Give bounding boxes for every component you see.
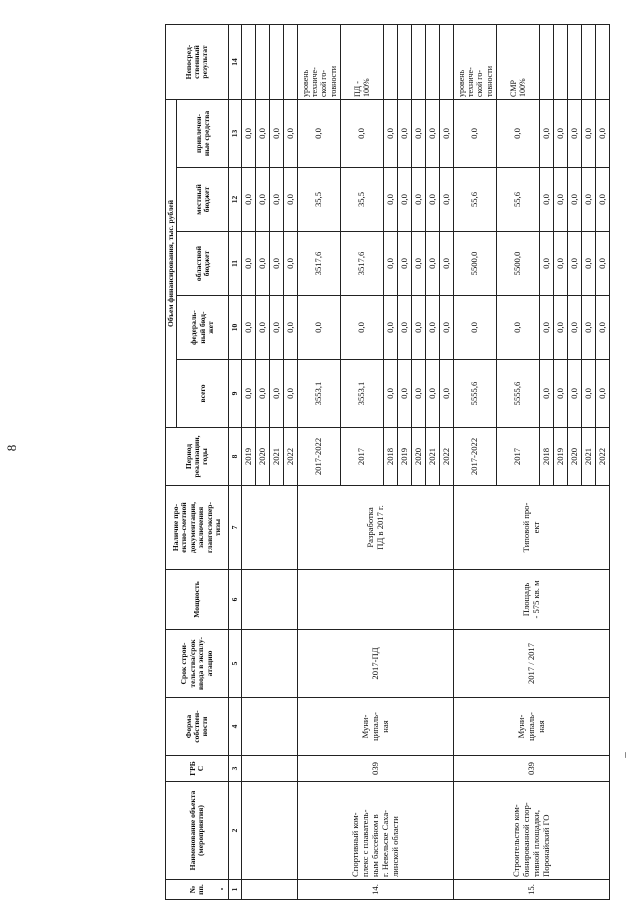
federal-cell: 0,0 <box>341 296 384 360</box>
total-cell: 3553,1 <box>341 360 384 428</box>
result-cell: ПД - 100% <box>341 25 384 100</box>
federal-cell: 0,0 <box>440 296 454 360</box>
header-capacity: Мощность <box>166 570 229 630</box>
local-cell: 0,0 <box>596 168 610 232</box>
object-ownership: Муни- ципаль- ная <box>454 698 610 756</box>
attracted-cell: 0,0 <box>412 100 426 168</box>
empty-cell <box>242 570 298 630</box>
header-regional: областной бюджет <box>177 232 229 296</box>
object-term: 2017 / 2017 <box>454 630 610 698</box>
header-federal: федераль- ный бюд- жет <box>177 296 229 360</box>
col-number: 2 <box>229 782 242 880</box>
result-cell <box>596 25 610 100</box>
regional-cell: 0,0 <box>582 232 596 296</box>
regional-cell: 0,0 <box>568 232 582 296</box>
local-cell: 0,0 <box>256 168 270 232</box>
federal-cell: 0,0 <box>540 296 554 360</box>
empty-cell <box>242 782 298 880</box>
local-cell: 0,0 <box>242 168 256 232</box>
attracted-cell: 0,0 <box>298 100 341 168</box>
total-cell: 0,0 <box>554 360 568 428</box>
header-num: № пп. <box>166 880 229 900</box>
attracted-cell: 0,0 <box>284 100 298 168</box>
scan-mark <box>625 752 626 758</box>
attracted-cell: 0,0 <box>454 100 497 168</box>
federal-cell: 0,0 <box>554 296 568 360</box>
year-cell: 2022 <box>284 428 298 486</box>
regional-cell: 0,0 <box>554 232 568 296</box>
year-cell: 2019 <box>398 428 412 486</box>
attracted-cell: 0,0 <box>554 100 568 168</box>
result-cell <box>440 25 454 100</box>
attracted-cell: 0,0 <box>497 100 540 168</box>
total-cell: 0,0 <box>256 360 270 428</box>
col-number: 13 <box>229 100 242 168</box>
period-cell: 2017-2022 <box>454 428 497 486</box>
col-number: 5 <box>229 630 242 698</box>
local-cell: 0,0 <box>582 168 596 232</box>
result-cell: уровень техниче- ской го- товности <box>298 25 341 100</box>
page-number: 8 <box>4 444 19 452</box>
total-cell: 3553,1 <box>298 360 341 428</box>
result-cell: уровень техниче- ской го- товности <box>454 25 497 100</box>
header-grbs: ГРБ С <box>166 756 229 782</box>
regional-cell: 0,0 <box>384 232 398 296</box>
federal-cell: 0,0 <box>242 296 256 360</box>
attracted-cell: 0,0 <box>242 100 256 168</box>
regional-cell: 0,0 <box>596 232 610 296</box>
empty-cell <box>242 698 298 756</box>
regional-cell: 5500,0 <box>454 232 497 296</box>
total-cell: 0,0 <box>412 360 426 428</box>
federal-cell: 0,0 <box>454 296 497 360</box>
empty-cell <box>242 630 298 698</box>
header-funding-group: Объем финансирования, тыс. рублей <box>166 100 177 428</box>
attracted-cell: 0,0 <box>426 100 440 168</box>
object-capacity <box>298 570 454 630</box>
total-cell: 0,0 <box>440 360 454 428</box>
result-cell <box>242 25 256 100</box>
rotated-table-frame <box>165 25 625 900</box>
federal-cell: 0,0 <box>426 296 440 360</box>
period-cell: 2017-2022 <box>298 428 341 486</box>
empty-cell <box>242 756 298 782</box>
federal-cell: 0,0 <box>256 296 270 360</box>
result-cell <box>270 25 284 100</box>
federal-cell: 0,0 <box>582 296 596 360</box>
regional-cell: 0,0 <box>426 232 440 296</box>
result-cell <box>540 25 554 100</box>
object-num: 14. <box>298 880 454 900</box>
regional-cell: 0,0 <box>284 232 298 296</box>
total-cell: 5555,6 <box>497 360 540 428</box>
object-name: Строительство ком- бинированной спор- тивной площадки, Поронайский ГО <box>454 782 610 880</box>
col-number: 8 <box>229 428 242 486</box>
local-cell: 0,0 <box>440 168 454 232</box>
empty-cell <box>242 880 298 900</box>
column-number-row <box>229 25 242 900</box>
year-cell: 2022 <box>596 428 610 486</box>
local-cell: 0,0 <box>384 168 398 232</box>
local-cell: 35,5 <box>298 168 341 232</box>
local-cell: 55,6 <box>454 168 497 232</box>
col-number: 14 <box>229 25 242 100</box>
local-cell: 0,0 <box>270 168 284 232</box>
total-cell: 0,0 <box>540 360 554 428</box>
regional-cell: 0,0 <box>256 232 270 296</box>
local-cell: 0,0 <box>568 168 582 232</box>
result-cell <box>284 25 298 100</box>
attracted-cell: 0,0 <box>440 100 454 168</box>
attracted-cell: 0,0 <box>398 100 412 168</box>
regional-cell: 0,0 <box>242 232 256 296</box>
financing-table <box>165 24 610 900</box>
year-cell: 2020 <box>256 428 270 486</box>
regional-cell: 0,0 <box>440 232 454 296</box>
year-cell: 2017 <box>341 428 384 486</box>
local-cell: 55,6 <box>497 168 540 232</box>
local-cell: 0,0 <box>540 168 554 232</box>
object-summary-row <box>454 25 497 900</box>
header-attracted: привлечен- ные средства <box>177 100 229 168</box>
year-cell: 2021 <box>270 428 284 486</box>
total-cell: 0,0 <box>284 360 298 428</box>
col-number: 9 <box>229 360 242 428</box>
federal-cell: 0,0 <box>270 296 284 360</box>
attracted-cell: 0,0 <box>596 100 610 168</box>
col-number: 6 <box>229 570 242 630</box>
result-cell <box>412 25 426 100</box>
total-cell: 0,0 <box>568 360 582 428</box>
col-number: 1 <box>229 880 242 900</box>
attracted-cell: 0,0 <box>582 100 596 168</box>
object-capacity: Площадь - 575 кв. м <box>454 570 610 630</box>
col-number: 4 <box>229 698 242 756</box>
year-cell: 2021 <box>426 428 440 486</box>
attracted-cell: 0,0 <box>384 100 398 168</box>
total-cell: 0,0 <box>596 360 610 428</box>
attracted-cell: 0,0 <box>568 100 582 168</box>
year-cell: 2020 <box>412 428 426 486</box>
regional-cell: 0,0 <box>412 232 426 296</box>
object-num: 15. <box>454 880 610 900</box>
header-ownership: Форма собствен- ности <box>166 698 229 756</box>
year-cell: 2019 <box>554 428 568 486</box>
regional-cell: 3517,6 <box>341 232 384 296</box>
regional-cell: 0,0 <box>270 232 284 296</box>
header-result: Непосред- ственный результат <box>166 25 229 100</box>
federal-cell: 0,0 <box>384 296 398 360</box>
col-number: 10 <box>229 296 242 360</box>
attracted-cell: 0,0 <box>256 100 270 168</box>
regional-cell: 0,0 <box>540 232 554 296</box>
col-number: 3 <box>229 756 242 782</box>
result-cell: СМР 100% <box>497 25 540 100</box>
object-ownership: Муни- ципаль- ная <box>298 698 454 756</box>
federal-cell: 0,0 <box>412 296 426 360</box>
local-cell: 0,0 <box>426 168 440 232</box>
federal-cell: 0,0 <box>497 296 540 360</box>
header-docs: Наличие про- ектно-сметной документации, заключения главгосэкспер- тизы <box>166 486 229 570</box>
year-cell: 2018 <box>384 428 398 486</box>
year-cell: 2022 <box>440 428 454 486</box>
total-cell: 0,0 <box>270 360 284 428</box>
federal-cell: 0,0 <box>284 296 298 360</box>
year-cell: 2019 <box>242 428 256 486</box>
local-cell: 35,5 <box>341 168 384 232</box>
header-total: всего <box>177 360 229 428</box>
table-row <box>242 25 256 900</box>
total-cell: 0,0 <box>398 360 412 428</box>
header-period: Период реализации, годы <box>166 428 229 486</box>
local-cell: 0,0 <box>554 168 568 232</box>
regional-cell: 0,0 <box>398 232 412 296</box>
header-local: местный бюджет <box>177 168 229 232</box>
year-cell: 2021 <box>582 428 596 486</box>
attracted-cell: 0,0 <box>540 100 554 168</box>
regional-cell: 5500,0 <box>497 232 540 296</box>
object-name: Спортивный ком- плекс с плаватель- ным бассейном в г. Невельске Саха- линской области <box>298 782 454 880</box>
object-summary-row <box>298 25 341 900</box>
year-cell: 2017 <box>497 428 540 486</box>
col-number: 12 <box>229 168 242 232</box>
year-cell: 2020 <box>568 428 582 486</box>
federal-cell: 0,0 <box>298 296 341 360</box>
year-cell: 2018 <box>540 428 554 486</box>
object-docs: Типовой про- ект <box>454 486 610 570</box>
local-cell: 0,0 <box>398 168 412 232</box>
regional-cell: 3517,6 <box>298 232 341 296</box>
result-cell <box>426 25 440 100</box>
total-cell: 0,0 <box>426 360 440 428</box>
total-cell: 0,0 <box>242 360 256 428</box>
federal-cell: 0,0 <box>596 296 610 360</box>
object-docs: Разработка ПД в 2017 г. <box>298 486 454 570</box>
local-cell: 0,0 <box>412 168 426 232</box>
local-cell: 0,0 <box>284 168 298 232</box>
header-name: Наименование объекта (мероприятия) <box>166 782 229 880</box>
result-cell <box>554 25 568 100</box>
result-cell <box>384 25 398 100</box>
object-grbs: 039 <box>454 756 610 782</box>
attracted-cell: 0,0 <box>341 100 384 168</box>
result-cell <box>398 25 412 100</box>
object-term: 2017-ПД <box>298 630 454 698</box>
result-cell <box>256 25 270 100</box>
object-grbs: 039 <box>298 756 454 782</box>
total-cell: 0,0 <box>582 360 596 428</box>
result-cell <box>568 25 582 100</box>
empty-cell <box>242 486 298 570</box>
attracted-cell: 0,0 <box>270 100 284 168</box>
col-number: 11 <box>229 232 242 296</box>
federal-cell: 0,0 <box>398 296 412 360</box>
total-cell: 5555,6 <box>454 360 497 428</box>
scan-speck <box>221 888 223 890</box>
header-term: Срок строи- тельства/срок ввода в эксплу- атацию <box>166 630 229 698</box>
federal-cell: 0,0 <box>568 296 582 360</box>
col-number: 7 <box>229 486 242 570</box>
total-cell: 0,0 <box>384 360 398 428</box>
result-cell <box>582 25 596 100</box>
